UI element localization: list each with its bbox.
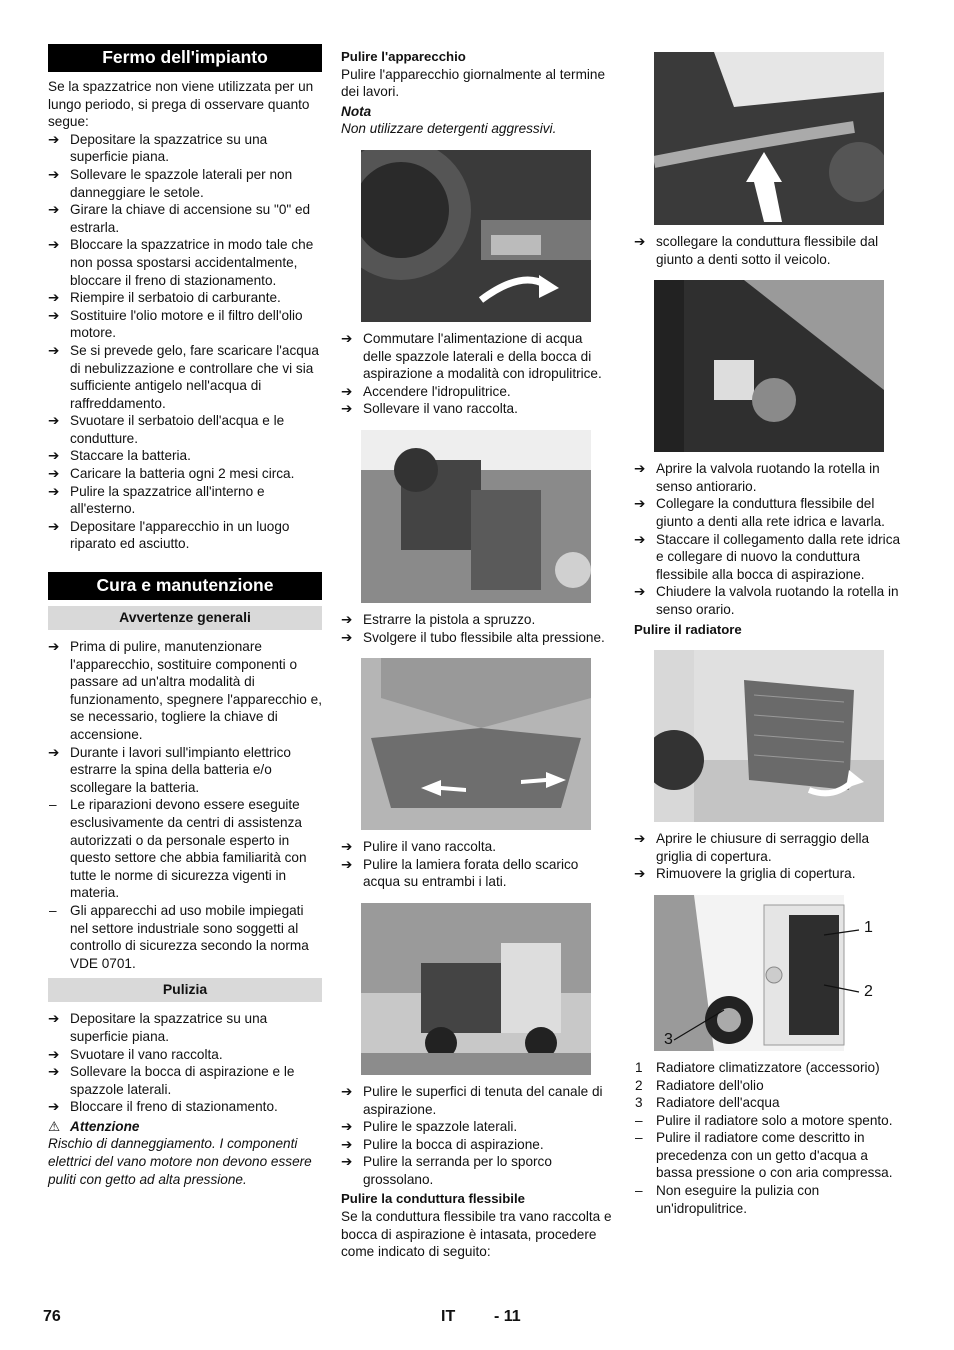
list-item-text: Svuotare il serbatoio dell'acqua e le condutture. <box>70 413 285 446</box>
photo-collection-bin <box>361 430 591 603</box>
arrow-icon: ➔ <box>341 629 353 645</box>
arrow-icon: ➔ <box>48 413 60 429</box>
list-marker: 3 <box>635 1095 643 1111</box>
list-marker: – <box>635 1112 643 1128</box>
arrow-icon: ➔ <box>48 1064 60 1080</box>
section-title-fermo: Fermo dell'impianto <box>48 44 322 72</box>
right-list-2 <box>634 460 907 618</box>
list-item-text: Depositare l'apparecchio in un luogo riparato ed asciutto. <box>70 518 290 552</box>
arrow-icon: ➔ <box>341 611 353 627</box>
arrow-icon: ➔ <box>634 234 646 249</box>
list-item <box>48 1046 322 1064</box>
photo-water-valves <box>361 150 591 322</box>
section1-list <box>48 131 322 553</box>
avvertenze-list <box>48 638 322 972</box>
radiator-legend <box>634 1059 907 1217</box>
arrow-icon: ➔ <box>341 1119 353 1135</box>
list-item-text: Bloccare il freno di stazionamento. <box>70 1099 278 1115</box>
list-item-text: Pulire il vano raccolta. <box>363 839 496 855</box>
list-item <box>48 1098 322 1116</box>
arrow-icon: ➔ <box>48 1046 60 1062</box>
arrow-icon: ➔ <box>634 584 646 600</box>
list-item-text: Aprire le chiusure di serraggio della griglia di copertura. <box>656 831 870 864</box>
callout-3: 3 <box>664 1030 673 1048</box>
arrow-icon: ➔ <box>48 1011 60 1027</box>
list-item <box>48 638 322 744</box>
arrow-icon: ➔ <box>48 518 60 534</box>
legend-item <box>634 1059 907 1077</box>
list-item-text: Pulire le superfici di tenuta del canale di aspirazione. <box>363 1083 603 1117</box>
list-marker: 2 <box>635 1077 643 1093</box>
list-item-text: Le riparazioni devono essere eseguite esclusivamente da centri di assistenza autorizzati o da personale esperto in questo settore che abbia familiarità con tutte le norme di sicurezza vigenti in materia. <box>70 797 307 901</box>
list-item <box>48 236 322 289</box>
pulizia-list <box>48 1010 322 1116</box>
note-label: Nota <box>341 103 372 119</box>
list-item <box>341 838 614 856</box>
list-item-text: Pulire il radiatore come descritto in precedenza con un getto d'acqua a bassa pressione o con aria compressa. <box>656 1130 893 1181</box>
radiator-diagram <box>654 895 884 1051</box>
conduttura-text: Se la conduttura flessibile tra vano raccolta e bocca di aspirazione è intasata, procedere come indicato di seguito: <box>341 1209 612 1260</box>
list-item-text: Sostituire l'olio motore e il filtro dell'olio motore. <box>70 307 303 341</box>
arrow-icon: ➔ <box>48 237 60 253</box>
warning-icon: ⚠ <box>48 1118 61 1134</box>
legend-item <box>634 1129 907 1182</box>
list-item <box>48 518 322 553</box>
arrow-icon: ➔ <box>48 307 60 323</box>
heading-conduttura: Pulire la conduttura flessibile <box>341 1191 525 1207</box>
list-item <box>48 289 322 307</box>
middle-list-3 <box>341 838 614 891</box>
callout-1: 1 <box>864 918 873 936</box>
warning-label: Attenzione <box>70 1118 140 1134</box>
list-item-text: Commutare l'alimentazione di acqua delle spazzole laterali e della bocca di aspirazione a modalità con idropulitrice. <box>363 330 602 382</box>
arrow-icon: ➔ <box>341 1083 353 1099</box>
arrow-icon: ➔ <box>634 496 646 512</box>
list-item <box>341 611 614 629</box>
arrow-icon: ➔ <box>341 383 353 399</box>
list-item <box>48 902 322 972</box>
footer-subpage: - 11 <box>494 1308 521 1325</box>
list-item-text: Depositare la spazzatrice su una superficie piana. <box>70 1011 268 1044</box>
list-item-text: Staccare il collegamento dalla rete idrica e collegare di nuovo la conduttura flessibile alla bocca di aspirazione. <box>656 531 901 582</box>
list-item <box>341 1118 614 1136</box>
column-left <box>48 44 322 1188</box>
list-item-text: Chiudere la valvola ruotando la rotella in senso orario. <box>656 584 899 617</box>
list-item-text: Pulire la lamiera forata dello scarico acqua su entrambi i lati. <box>363 856 579 890</box>
list-item-text: Prima di pulire, manutenzionare l'apparecchio, sostituire componenti o passare ad un'altra modalità di funzionamento, spegnere l'apparecchio e, se necessario, togliere la chiave di accensione. <box>70 639 322 742</box>
warning-text: Rischio di danneggiamento. I componenti elettrici del vano motore non devono essere puliti con getto ad alta pressione. <box>48 1136 312 1187</box>
photo-sweeper-washing <box>361 903 591 1075</box>
list-item-text: Bloccare la spazzatrice in modo tale che non possa spostarsi accidentalmente, bloccare il freno di stazionamento. <box>70 237 314 288</box>
right-list-1 <box>634 233 907 268</box>
arrow-icon: ➔ <box>48 483 60 499</box>
list-item <box>48 201 322 236</box>
footer-lang: IT <box>441 1308 456 1325</box>
list-marker: – <box>49 902 57 918</box>
list-item-text: Collegare la conduttura flessibile del giunto a denti alla rete idrica e lavarla. <box>656 496 885 529</box>
list-item-text: Sollevare la bocca di aspirazione e le spazzole laterali. <box>70 1064 295 1097</box>
list-item <box>341 1136 614 1154</box>
heading-radiatore: Pulire il radiatore <box>634 621 742 637</box>
list-item-text: Pulire le spazzole laterali. <box>363 1119 518 1135</box>
list-item-text: Sollevare le spazzole laterali per non danneggiare le setole. <box>70 166 293 200</box>
legend-item <box>634 1182 907 1217</box>
list-item-text: Rimuovere la griglia di copertura. <box>656 866 856 882</box>
arrow-icon: ➔ <box>341 839 353 855</box>
arrow-icon: ➔ <box>48 466 60 482</box>
list-item-text: Svolgere il tubo flessibile alta pressione. <box>363 629 605 645</box>
arrow-icon: ➔ <box>634 531 646 547</box>
list-item-text: Pulire la bocca di aspirazione. <box>363 1136 544 1152</box>
arrow-icon: ➔ <box>341 330 353 346</box>
list-item <box>634 460 907 495</box>
list-item-text: Girare la chiave di accensione su "0" ed estrarla. <box>70 202 311 235</box>
subsection-title-avvertenze: Avvertenze generali <box>48 606 322 630</box>
pulire-apparecchio-text: Pulire l'apparecchio giornalmente al termine dei lavori. <box>341 66 606 100</box>
middle-list-2 <box>341 611 614 646</box>
section1-intro: Se la spazzatrice non viene utilizzata per un lungo periodo, si prega di osservare quanto segue: <box>48 79 314 130</box>
legend-item <box>634 1077 907 1095</box>
list-item-text: Radiatore climatizzatore (accessorio) <box>656 1059 880 1075</box>
arrow-icon: ➔ <box>48 448 60 464</box>
list-item <box>48 465 322 483</box>
list-item-text: Radiatore dell'olio <box>656 1077 764 1093</box>
callout-2: 2 <box>864 982 873 1000</box>
arrow-icon: ➔ <box>341 401 353 417</box>
list-item <box>48 166 322 201</box>
arrow-icon: ➔ <box>48 290 60 306</box>
list-item-text: Gli apparecchi ad uso mobile impiegati nel settore industriale sono soggetti al controllo di sicurezza secondo la norma VDE 0701. <box>70 902 309 971</box>
arrow-icon: ➔ <box>48 1099 60 1115</box>
list-item-text: Pulire la spazzatrice all'interno e all'esterno. <box>70 483 265 517</box>
list-item-text: Accendere l'idropulitrice. <box>363 383 511 399</box>
list-item <box>341 1153 614 1188</box>
list-item-text: Estrarre la pistola a spruzzo. <box>363 611 536 627</box>
list-item-text: Se si prevede gelo, fare scaricare l'acqua di nebulizzazione e controllare che vi sia sufficiente antigelo nell'acqua di raffreddamento. <box>70 342 319 411</box>
list-item-text: Sollevare il vano raccolta. <box>363 401 518 417</box>
arrow-icon: ➔ <box>341 1154 353 1170</box>
column-middle <box>341 46 614 1261</box>
list-item <box>634 865 907 883</box>
list-item <box>341 629 614 647</box>
middle-list-1 <box>341 330 614 418</box>
list-marker: – <box>49 797 57 813</box>
list-item-text: Aprire la valvola ruotando la rotella in senso antiorario. <box>656 461 880 494</box>
list-item-text: Radiatore dell'acqua <box>656 1095 780 1111</box>
list-item <box>48 1063 322 1098</box>
section-title-cura: Cura e manutenzione <box>48 572 322 600</box>
list-item <box>634 495 907 530</box>
list-item <box>48 796 322 902</box>
page-number: 76 <box>43 1308 61 1325</box>
arrow-icon: ➔ <box>634 831 646 847</box>
arrow-icon: ➔ <box>341 1136 353 1152</box>
list-item <box>341 383 614 401</box>
list-item-text: Pulire il radiatore solo a motore spento. <box>656 1112 893 1128</box>
legend-item <box>634 1094 907 1112</box>
list-item-text: Non eseguire la pulizia con un'idropulitrice. <box>656 1183 820 1216</box>
arrow-icon: ➔ <box>48 342 60 358</box>
list-item <box>48 483 322 518</box>
legend-item <box>634 1112 907 1130</box>
warning-block <box>48 1118 322 1136</box>
list-item <box>341 1083 614 1118</box>
note-text: Non utilizzare detergenti aggressivi. <box>341 121 557 137</box>
list-marker: – <box>635 1183 643 1199</box>
column-right <box>634 52 907 1217</box>
list-item-text: scollegare la conduttura flessibile dal giunto a denti sotto il veicolo. <box>656 234 879 267</box>
photo-valve-wheel <box>654 280 884 452</box>
list-item-text: Staccare la batteria. <box>70 448 191 464</box>
arrow-icon: ➔ <box>634 866 646 882</box>
arrow-icon: ➔ <box>48 744 60 760</box>
list-item <box>634 531 907 584</box>
list-item <box>48 307 322 342</box>
list-item-text: Pulire la serranda per lo sporco grossolano. <box>363 1154 552 1187</box>
list-marker: – <box>635 1130 643 1146</box>
subsection-title-pulizia: Pulizia <box>48 978 322 1002</box>
right-list-3 <box>634 830 907 883</box>
list-item <box>634 583 907 618</box>
list-item <box>48 1010 322 1045</box>
heading-pulire-apparecchio: Pulire l'apparecchio <box>341 49 466 64</box>
arrow-icon: ➔ <box>634 461 646 477</box>
list-item <box>48 131 322 166</box>
arrow-icon: ➔ <box>48 202 60 218</box>
photo-bin-interior <box>361 658 591 830</box>
list-item <box>48 412 322 447</box>
list-item-text: Caricare la batteria ogni 2 mesi circa. <box>70 466 295 482</box>
photo-hose-underside <box>654 52 884 225</box>
list-item-text: Riempire il serbatoio di carburante. <box>70 290 281 306</box>
list-item <box>634 830 907 865</box>
list-item <box>341 400 614 418</box>
list-item <box>341 856 614 891</box>
list-item <box>48 447 322 465</box>
list-item <box>634 233 907 268</box>
list-item <box>48 342 322 412</box>
arrow-icon: ➔ <box>48 131 60 147</box>
list-item <box>48 744 322 797</box>
middle-list-4 <box>341 1083 614 1189</box>
list-item <box>341 330 614 383</box>
arrow-icon: ➔ <box>48 166 60 182</box>
list-marker: 1 <box>635 1059 643 1075</box>
list-item-text: Svuotare il vano raccolta. <box>70 1046 223 1062</box>
arrow-icon: ➔ <box>48 639 60 655</box>
photo-radiator-grille <box>654 650 884 822</box>
list-item-text: Durante i lavori sull'impianto elettrico estrarre la spina della batteria e/o scollegare la batteria. <box>70 744 291 795</box>
arrow-icon: ➔ <box>341 856 353 872</box>
list-item-text: Depositare la spazzatrice su una superficie piana. <box>70 131 268 165</box>
